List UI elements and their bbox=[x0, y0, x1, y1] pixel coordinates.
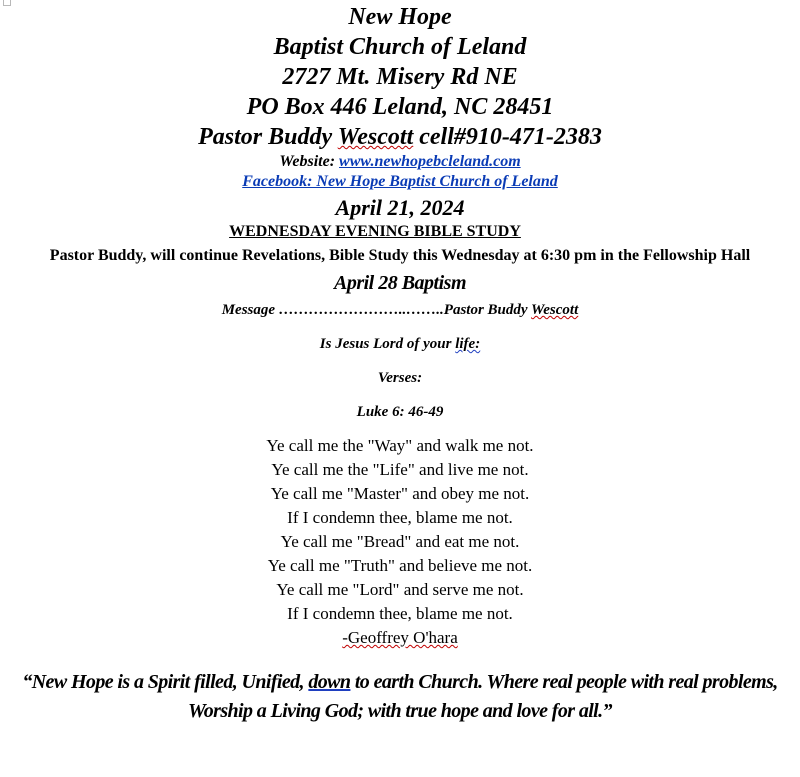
motto-suffix: to earth Church. Where real people with real problems, Worship a Living God; with true hope and love for all.” bbox=[188, 671, 778, 722]
verses-label: Verses: bbox=[377, 370, 423, 386]
message-prefix: Message ……………………..……..Pastor Buddy bbox=[221, 302, 532, 318]
bible-study-description: Pastor Buddy, will continue Revelations, Bible Study this Wednesday at 6:30 pm in the Fellowship Hall bbox=[49, 247, 751, 264]
poem-line: Ye call me "Lord" and serve me not. bbox=[276, 580, 524, 599]
church-header bbox=[0, 0, 800, 192]
poem bbox=[0, 434, 800, 650]
facebook-line bbox=[0, 172, 800, 192]
website-label: Website: bbox=[279, 153, 340, 170]
document-corner-marker bbox=[3, 0, 11, 6]
website-line bbox=[0, 152, 800, 172]
poem-line: Ye call me "Truth" and believe me not. bbox=[267, 556, 533, 575]
poem-line: If I condemn thee, blame me not. bbox=[287, 604, 513, 623]
church-name-line2: Baptist Church of Leland bbox=[273, 34, 527, 60]
street-address: 2727 Mt. Misery Rd NE bbox=[282, 64, 518, 90]
question-text: Is Jesus Lord of your bbox=[319, 336, 456, 352]
poem-line: Ye call me the "Way" and walk me not. bbox=[266, 436, 534, 455]
poem-author bbox=[0, 626, 800, 650]
pastor-contact bbox=[0, 122, 800, 152]
pastor-prefix: Pastor Buddy bbox=[198, 124, 338, 150]
church-name-line1: New Hope bbox=[348, 4, 452, 30]
bible-study-title: WEDNESDAY EVENING BIBLE STUDY bbox=[229, 223, 521, 240]
sermon-question bbox=[0, 334, 800, 354]
bulletin-date: April 21, 2024 bbox=[335, 195, 465, 220]
poem-line: Ye call me "Master" and obey me not. bbox=[270, 484, 530, 503]
poem-author-name: -Geoffrey O'hara bbox=[342, 628, 458, 647]
poem-line: Ye call me "Bread" and eat me not. bbox=[280, 532, 520, 551]
pastor-surname: Wescott bbox=[337, 124, 414, 150]
message-pastor: Wescott bbox=[531, 302, 579, 318]
pastor-phone: cell#910-471-2383 bbox=[413, 124, 602, 150]
website-link[interactable]: www.newhopebcleland.com bbox=[339, 153, 521, 170]
mailing-address: PO Box 446 Leland, NC 28451 bbox=[246, 94, 554, 120]
motto-prefix: “New Hope is a Spirit filled, Unified, bbox=[22, 671, 309, 693]
poem-line: If I condemn thee, blame me not. bbox=[287, 508, 513, 527]
scripture-reference: Luke 6: 46-49 bbox=[356, 404, 444, 420]
church-motto bbox=[10, 668, 790, 726]
question-word: life: bbox=[455, 336, 481, 352]
message-line bbox=[0, 300, 800, 320]
poem-line: Ye call me the "Life" and live me not. bbox=[271, 460, 529, 479]
facebook-link[interactable]: Facebook: New Hope Baptist Church of Leland bbox=[242, 173, 558, 190]
motto-down: down bbox=[308, 671, 351, 693]
baptism-notice: April 28 Baptism bbox=[333, 272, 467, 294]
